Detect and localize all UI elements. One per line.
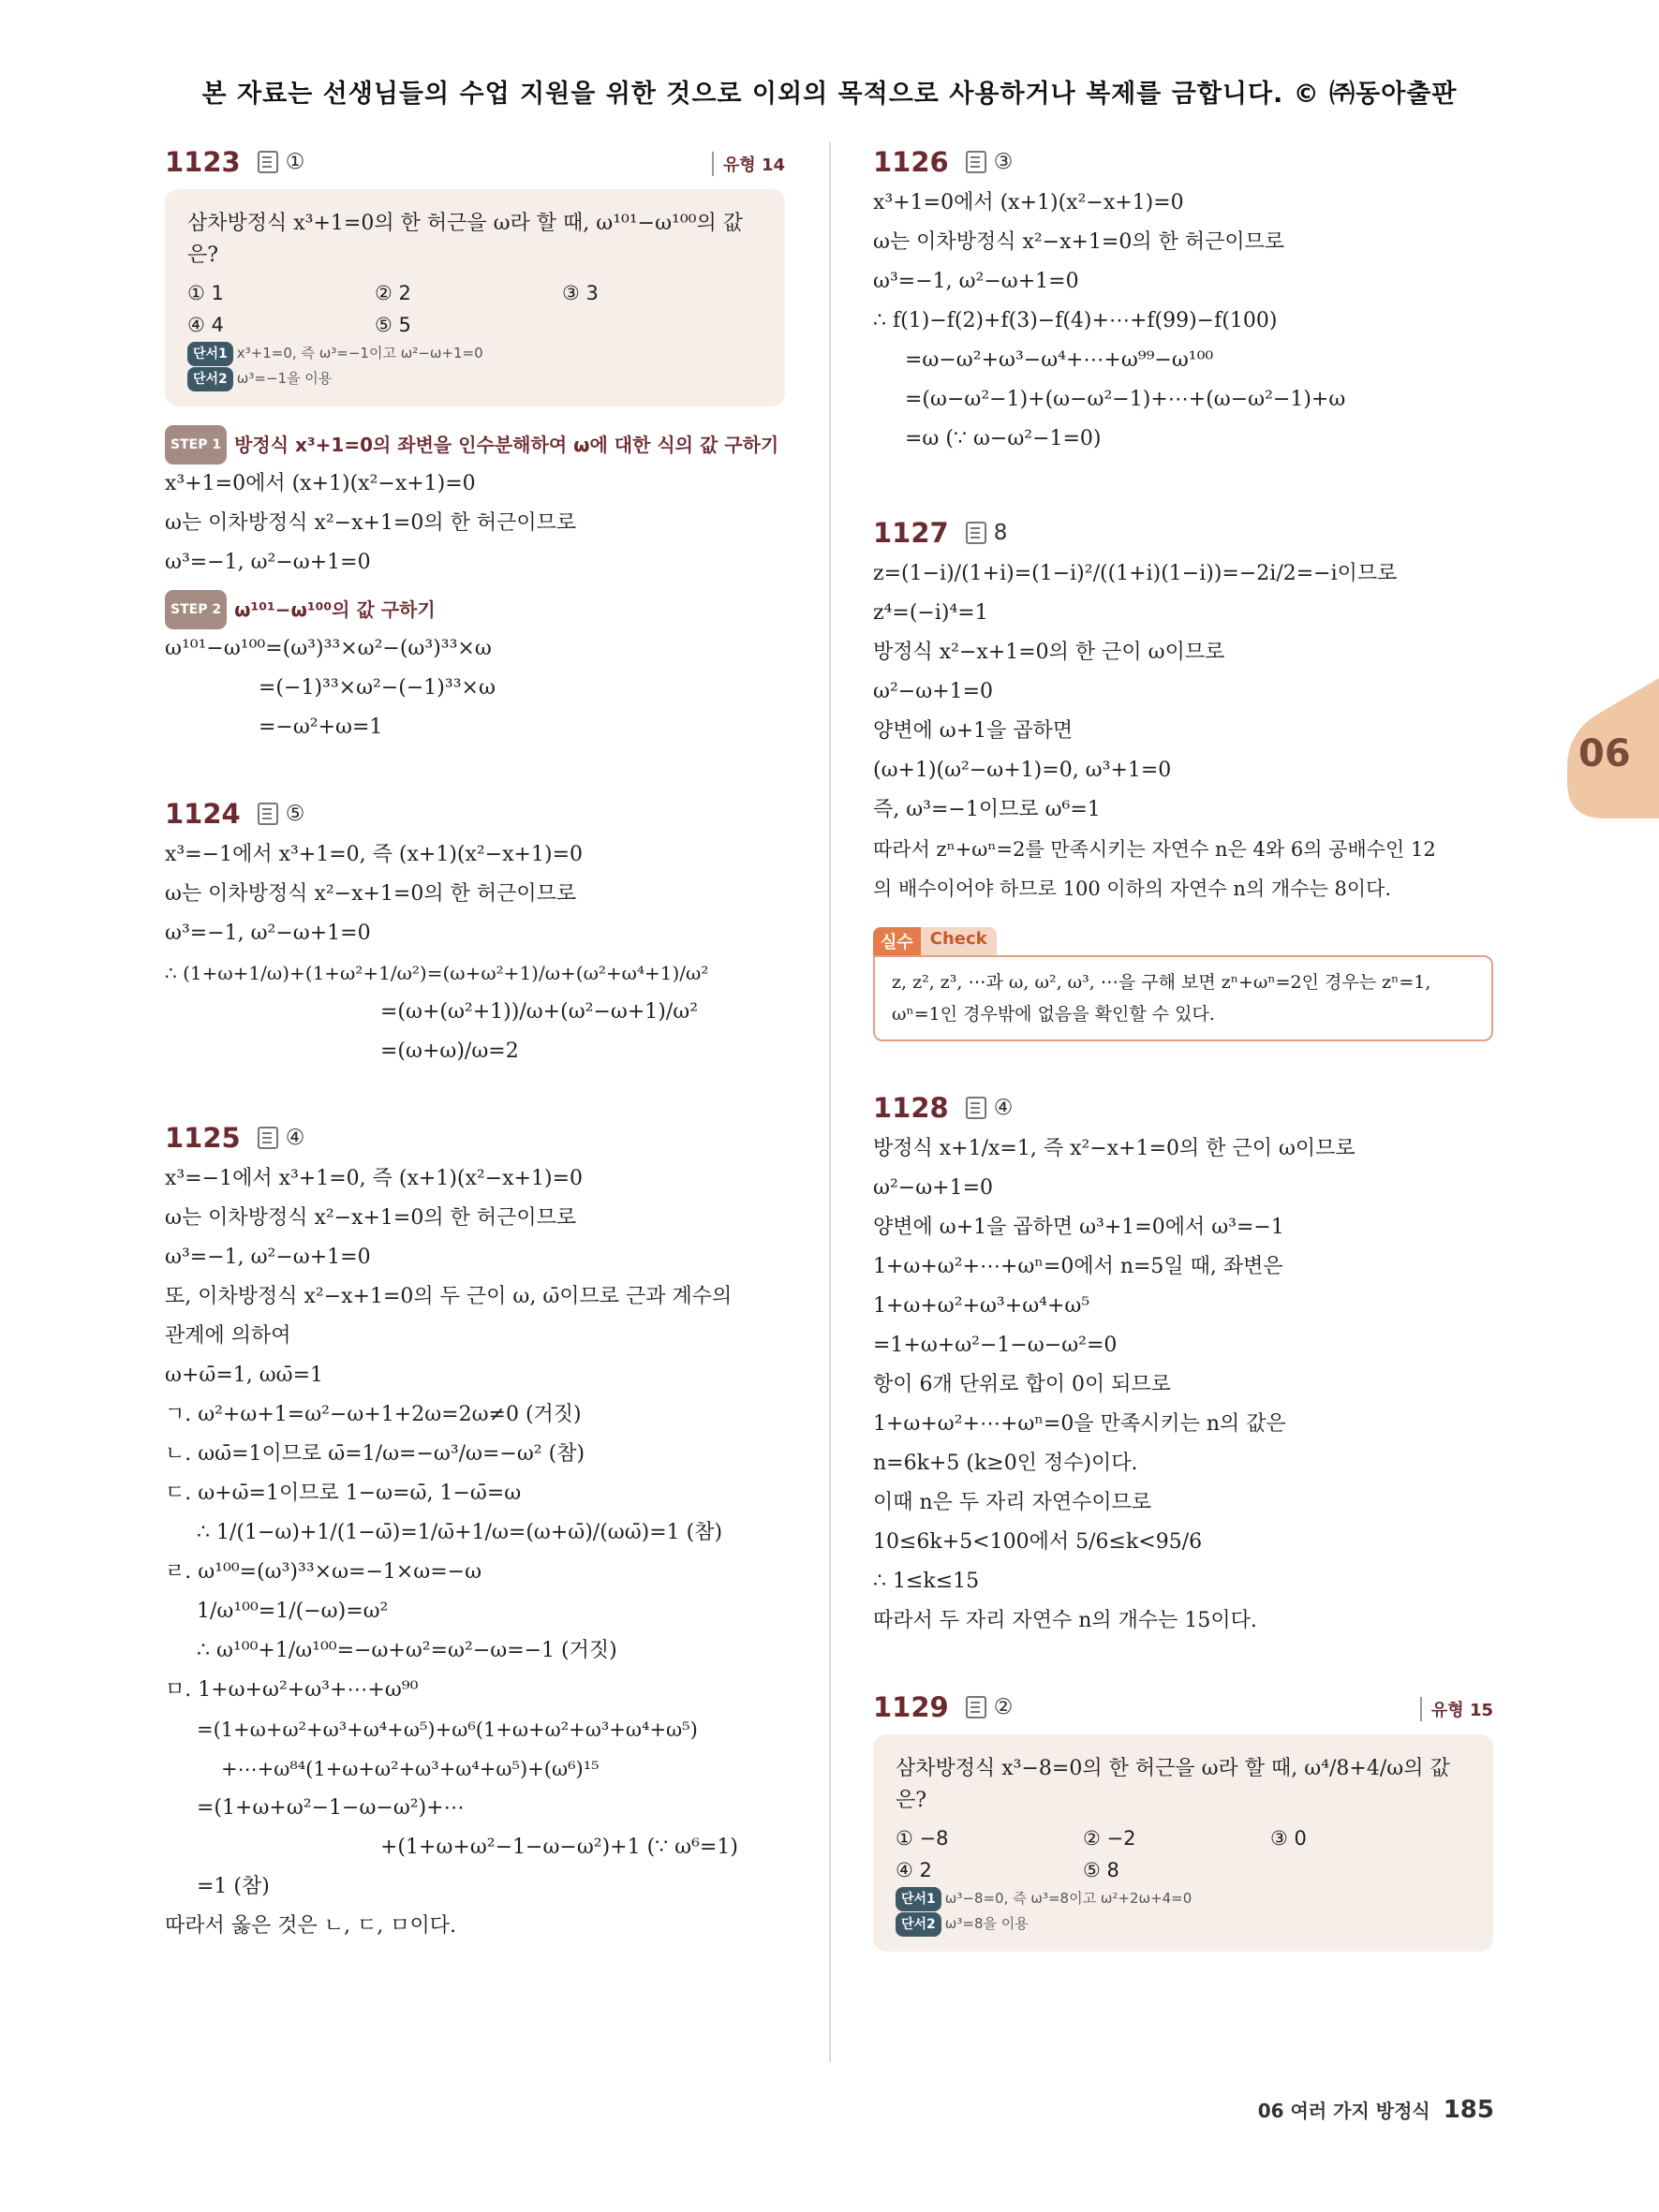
check-line: ωⁿ=1인 경우밖에 없음을 확인할 수 있다. — [892, 1004, 1215, 1025]
answer-value: 8 — [993, 521, 1008, 545]
solution-line: 또, 이차방정식 x²−x+1=0의 두 근이 ω, ω̄이므로 근과 계수의 — [165, 1285, 733, 1308]
problem-header — [165, 1116, 785, 1159]
solution-line: =1+ω+ω²−1−ω−ω²=0 — [873, 1334, 1118, 1357]
solution-line: ㄷ. ω+ω̄=1이므로 1−ω=ω̄, 1−ω̄=ω — [165, 1482, 522, 1505]
solution-line: ω³=−1, ω²−ω+1=0 — [165, 551, 371, 574]
answer-value: ④ — [993, 1096, 1014, 1120]
solution-line: +(1+ω+ω²−1−ω−ω²)+1 (∵ ω⁶=1) — [380, 1836, 738, 1859]
question-box — [165, 189, 785, 406]
solution-line: 10≤6k+5<100에서 5/6≤k<95/6 — [873, 1530, 1203, 1554]
hint-1 — [896, 1886, 1471, 1911]
solution-line: ∴ 1/(1−ω)+1/(1−ω̄)=1/ω̄+1/ω=(ω+ω̄)/(ωω̄)=1 (참) — [197, 1521, 723, 1544]
solution-line: ω³=−1, ω²−ω+1=0 — [873, 270, 1079, 293]
choice-5: ⑤ 5 — [375, 314, 411, 336]
solution-line: ㅁ. 1+ω+ω²+ω³+⋯+ω⁹⁰ — [165, 1678, 419, 1702]
solution-line: x³=−1에서 x³+1=0, 즉 (x+1)(x²−x+1)=0 — [165, 1167, 584, 1190]
check-line: z, z², z³, ⋯과 ω, ω², ω³, ⋯을 구해 보면 zⁿ+ωⁿ=2인 경우는 zⁿ=1, — [892, 972, 1431, 993]
solution-line: ㄹ. ω¹⁰⁰=(ω³)³³×ω=−1×ω=−ω — [165, 1560, 482, 1584]
problem-1128 — [873, 1086, 1493, 1641]
step-2-heading — [165, 590, 785, 629]
hint-text: ω³=−1을 이용 — [236, 370, 333, 387]
solution-line: ω²−ω+1=0 — [873, 1176, 993, 1200]
answer-icon — [966, 1097, 986, 1119]
solution-line: 따라서 두 자리 자연수 n의 개수는 15이다. — [873, 1609, 1257, 1632]
hint-text: x³+1=0, 즉 ω³=−1이고 ω²−ω+1=0 — [236, 345, 483, 361]
answer-value: ⑤ — [285, 802, 305, 826]
solution-line: =(ω+(ω²+1))/ω+(ω²−ω+1)/ω² — [380, 1000, 699, 1024]
step-tag: STEP 2 — [165, 590, 227, 629]
solution-line: ω³=−1, ω²−ω+1=0 — [165, 1246, 371, 1269]
choice-2: ② −2 — [1083, 1827, 1136, 1850]
problem-1123 — [165, 140, 785, 747]
solution-line: ∴ ω¹⁰⁰+1/ω¹⁰⁰=−ω+ω²=ω²−ω=−1 (거짓) — [197, 1639, 617, 1662]
problem-1125 — [165, 1116, 785, 1946]
answer-icon — [966, 522, 986, 544]
problem-number: 1124 — [165, 798, 241, 830]
answer-icon — [258, 151, 278, 173]
solution-line: ㄱ. ω²+ω+1=ω²−ω+1+2ω=2ω≠0 (거짓) — [165, 1403, 582, 1426]
choice-3: ③ 0 — [1270, 1827, 1307, 1850]
solution-line: 방정식 x+1/x=1, 즉 x²−x+1=0의 한 근이 ω이므로 — [873, 1137, 1355, 1160]
hint-tag: 단서2 — [896, 1912, 941, 1937]
choice-2: ② 2 — [375, 282, 411, 304]
solution-line: x³+1=0에서 (x+1)(x²−x+1)=0 — [165, 472, 476, 495]
page-footer — [1258, 2096, 1494, 2124]
solution-line: (ω+1)(ω²−ω+1)=0, ω³+1=0 — [873, 759, 1172, 782]
problem-1129 — [873, 1686, 1493, 1952]
problem-number: 1128 — [873, 1092, 949, 1124]
solution-line: 즉, ω³=−1이므로 ω⁶=1 — [873, 798, 1101, 821]
choice-4: ④ 2 — [896, 1859, 932, 1881]
solution-line: ∴ f(1)−f(2)+f(3)−f(4)+⋯+f(99)−f(100) — [873, 309, 1278, 332]
problem-number: 1123 — [165, 146, 241, 178]
solution-line: 의 배수이어야 하므로 100 이하의 자연수 n의 개수는 8이다. — [873, 877, 1392, 900]
solution-line: ω³=−1, ω²−ω+1=0 — [165, 922, 371, 945]
problem-1124 — [165, 792, 785, 1071]
choice-5: ⑤ 8 — [1083, 1859, 1119, 1881]
hint-tag: 단서1 — [187, 342, 233, 366]
answer-icon — [966, 151, 986, 173]
solution-line: 따라서 zⁿ+ωⁿ=2를 만족시키는 자연수 n은 4와 6의 공배수인 12 — [873, 838, 1436, 861]
solution-line: ∴ (1+ω+1/ω)+(1+ω²+1/ω²)=(ω+ω²+1)/ω+(ω²+ω⁴+1)/ω² — [165, 962, 709, 984]
check-label-a: 실수 — [873, 927, 921, 955]
check-content — [873, 955, 1493, 1041]
problem-header — [165, 140, 785, 184]
chapter-tab-label: 06 — [1578, 732, 1631, 775]
type-label: 유형 15 — [1420, 1697, 1493, 1721]
solution-line: 양변에 ω+1을 곱하면 ω³+1=0에서 ω³=−1 — [873, 1216, 1284, 1239]
answer-icon — [258, 803, 278, 825]
problem-number: 1127 — [873, 517, 949, 549]
choices — [896, 1822, 1471, 1886]
solution-line: 1+ω+ω²+ω³+ω⁴+ω⁵ — [873, 1294, 1090, 1318]
solution-line: 항이 6개 단위로 합이 0이 되므로 — [873, 1373, 1171, 1396]
solution-line: =(ω−ω²−1)+(ω−ω²−1)+⋯+(ω−ω²−1)+ω — [905, 388, 1346, 411]
problem-1127 — [873, 511, 1493, 1041]
problem-header — [165, 792, 785, 835]
solution-line: 1/ω¹⁰⁰=1/(−ω)=ω² — [197, 1600, 389, 1623]
step-title: 방정식 x³+1=0의 좌변을 인수분해하여 ω에 대한 식의 값 구하기 — [234, 434, 779, 456]
answer-value: ③ — [993, 150, 1014, 174]
check-label-b: Check — [921, 927, 997, 955]
left-column — [165, 140, 785, 1991]
solution-line: z=(1−i)/(1+i)=(1−i)²/((1+i)(1−i))=−2i/2=−i이므로 — [873, 562, 1398, 585]
hint-tag: 단서1 — [896, 1887, 941, 1911]
solution-line: ω¹⁰¹−ω¹⁰⁰=(ω³)³³×ω²−(ω³)³³×ω — [165, 637, 492, 660]
solution-line: ω+ω̄=1, ωω̄=1 — [165, 1364, 324, 1387]
copyright-notice: 본 자료는 선생님들의 수업 지원을 위한 것으로 이외의 목적으로 사용하거나 복제를 금합니다. © ㈜동아출판 — [201, 80, 1458, 109]
column-divider — [829, 142, 831, 2062]
choice-1: ① 1 — [187, 282, 224, 304]
solution-line: 양변에 ω+1을 곱하면 — [873, 719, 1074, 743]
hint-2 — [896, 1911, 1471, 1937]
step-title: ω¹⁰¹−ω¹⁰⁰의 값 구하기 — [234, 598, 436, 621]
solution-line: n=6k+5 (k≥0인 정수)이다. — [873, 1452, 1138, 1475]
chapter-tab — [1567, 678, 1659, 818]
problem-header — [873, 140, 1493, 184]
hint-text: ω³=8을 이용 — [944, 1915, 1029, 1932]
problem-header — [873, 1686, 1493, 1729]
hint-2 — [187, 366, 763, 391]
solution-line: 1+ω+ω²+⋯+ωⁿ=0에서 n=5일 때, 좌변은 — [873, 1255, 1283, 1278]
question-text: 삼차방정식 x³−8=0의 한 허근을 ω라 할 때, ω⁴/8+4/ω의 값은? — [896, 1757, 1450, 1812]
solution-line: ㄴ. ωω̄=1이므로 ω̄=1/ω=−ω³/ω=−ω² (참) — [165, 1442, 585, 1466]
hint-tag: 단서2 — [187, 367, 233, 391]
solution-line: =(−1)³³×ω²−(−1)³³×ω — [259, 676, 496, 700]
solution-line: ω는 이차방정식 x²−x+1=0의 한 허근이므로 — [165, 1206, 577, 1230]
solution-line: =−ω²+ω=1 — [259, 715, 383, 739]
solution-line: 방정식 x²−x+1=0의 한 근이 ω이므로 — [873, 641, 1225, 664]
answer-icon — [258, 1127, 278, 1149]
problem-number: 1129 — [873, 1691, 949, 1723]
choice-3: ③ 3 — [562, 282, 599, 304]
type-label: 유형 14 — [712, 152, 785, 176]
answer-value: ② — [993, 1695, 1014, 1719]
solution-line: ∴ 1≤k≤15 — [873, 1570, 980, 1593]
answer-value: ① — [285, 150, 305, 174]
problem-1126 — [873, 140, 1493, 459]
choice-4: ④ 4 — [187, 314, 224, 336]
check-header — [873, 927, 1493, 955]
solution-line: 1+ω+ω²+⋯+ωⁿ=0을 만족시키는 n의 값은 — [873, 1412, 1286, 1436]
question-box — [873, 1734, 1493, 1952]
check-box — [873, 927, 1493, 1041]
answer-icon — [966, 1696, 986, 1718]
solution-line: 이때 n은 두 자리 자연수이므로 — [873, 1491, 1152, 1514]
choices — [187, 277, 763, 341]
hint-1 — [187, 341, 763, 366]
solution-line: ω는 이차방정식 x²−x+1=0의 한 허근이므로 — [873, 230, 1285, 254]
problem-header — [873, 511, 1493, 554]
solution-line: z⁴=(−i)⁴=1 — [873, 601, 988, 625]
solution-line: =ω (∵ ω−ω²−1=0) — [905, 427, 1102, 450]
solution-line: =(1+ω+ω²+ω³+ω⁴+ω⁵)+ω⁶(1+ω+ω²+ω³+ω⁴+ω⁵) — [197, 1718, 698, 1741]
solution-line: ω는 이차방정식 x²−x+1=0의 한 허근이므로 — [165, 882, 577, 906]
footer-chapter: 06 여러 가지 방정식 — [1257, 2100, 1430, 2122]
solution-line: =1 (참) — [197, 1875, 270, 1898]
solution-line: 따라서 옳은 것은 ㄴ, ㄷ, ㅁ이다. — [165, 1914, 456, 1938]
solution-line: ω는 이차방정식 x²−x+1=0의 한 허근이므로 — [165, 511, 577, 535]
solution-line: x³+1=0에서 (x+1)(x²−x+1)=0 — [873, 191, 1184, 214]
question-text: 삼차방정식 x³+1=0의 한 허근을 ω라 할 때, ω¹⁰¹−ω¹⁰⁰의 값은? — [187, 212, 743, 267]
solution-line: =(ω+ω)/ω=2 — [380, 1040, 519, 1063]
problem-number: 1125 — [165, 1122, 241, 1154]
answer-value: ④ — [285, 1126, 305, 1150]
solution-line: =(1+ω+ω²−1−ω−ω²)+⋯ — [197, 1796, 465, 1820]
right-column — [873, 140, 1493, 1997]
step-1-heading — [165, 425, 785, 465]
problem-header — [873, 1086, 1493, 1129]
page-number: 185 — [1443, 2096, 1494, 2124]
choice-1: ① −8 — [896, 1827, 949, 1850]
solution-line: +⋯+ω⁸⁴(1+ω+ω²+ω³+ω⁴+ω⁵)+(ω⁶)¹⁵ — [221, 1758, 600, 1780]
solution-line: 관계에 의하여 — [165, 1324, 291, 1348]
step-tag: STEP 1 — [165, 425, 227, 465]
hint-text: ω³−8=0, 즉 ω³=8이고 ω²+2ω+4=0 — [944, 1890, 1192, 1907]
problem-number: 1126 — [873, 146, 949, 178]
solution-line: x³=−1에서 x³+1=0, 즉 (x+1)(x²−x+1)=0 — [165, 843, 584, 866]
solution-line: =ω−ω²+ω³−ω⁴+⋯+ω⁹⁹−ω¹⁰⁰ — [905, 348, 1214, 372]
solution-line: ω²−ω+1=0 — [873, 680, 993, 703]
